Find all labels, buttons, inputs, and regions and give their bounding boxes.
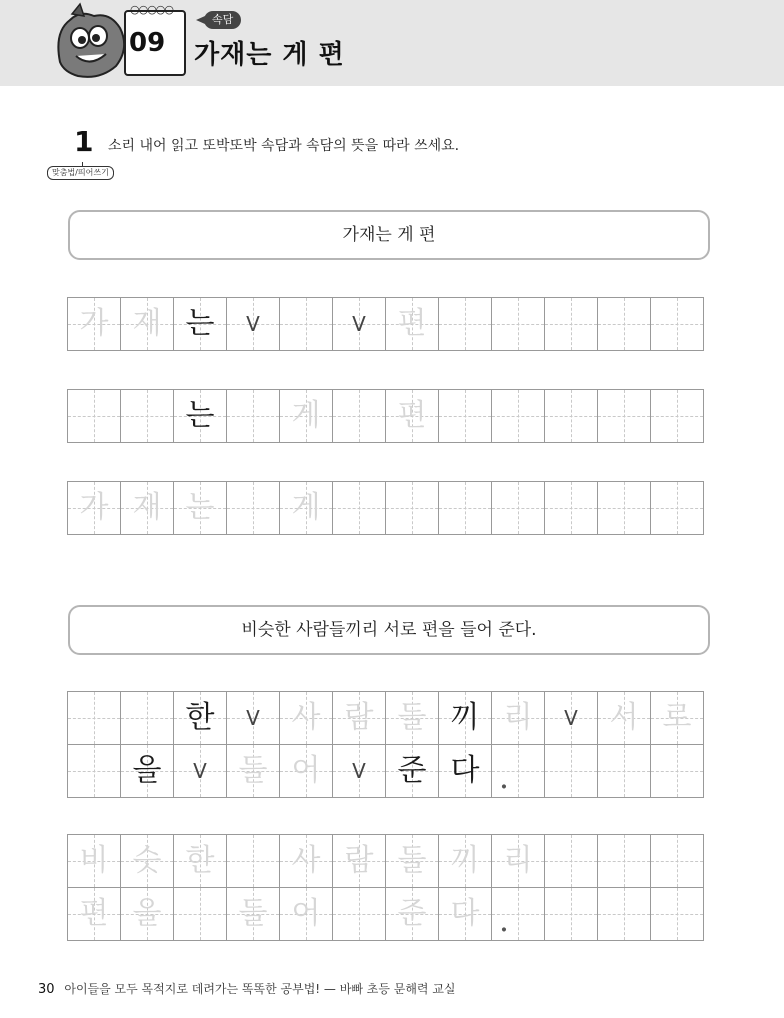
grid-cell[interactable]: [598, 390, 651, 443]
cell-char: 어: [291, 896, 321, 931]
grid-cell[interactable]: [68, 390, 121, 443]
grid-cell[interactable]: [227, 390, 280, 443]
category-tag: 속담: [204, 11, 241, 29]
grid-cell[interactable]: [280, 745, 333, 798]
grid-cell[interactable]: [492, 298, 545, 351]
notepad-rings-icon: ○○○○○: [130, 3, 173, 16]
grid-cell[interactable]: [492, 692, 545, 745]
grid-cell[interactable]: [174, 888, 227, 941]
grid-cell[interactable]: [651, 692, 704, 745]
grid-cell[interactable]: [492, 835, 545, 888]
grid-cell[interactable]: [386, 390, 439, 443]
grid-cell[interactable]: [598, 835, 651, 888]
grid-cell[interactable]: [651, 888, 704, 941]
grid-cell[interactable]: [227, 692, 280, 745]
cell-char: 서: [609, 700, 639, 735]
grid-cell[interactable]: [174, 482, 227, 535]
grid-cell[interactable]: [174, 692, 227, 745]
cell-char: 가: [79, 490, 109, 525]
cell-char: 재: [132, 306, 162, 341]
unit-number: 09: [129, 28, 166, 58]
grid-cell[interactable]: [68, 692, 121, 745]
grid-cell[interactable]: [545, 390, 598, 443]
grid-cell[interactable]: [439, 745, 492, 798]
cell-char: 편: [397, 306, 427, 341]
cell-char: 끼: [450, 700, 480, 735]
grid-cell[interactable]: [439, 298, 492, 351]
writing-grid-5: [67, 834, 704, 941]
grid-cell[interactable]: [227, 482, 280, 535]
grid-cell[interactable]: [227, 745, 280, 798]
writing-grid-4: [67, 691, 704, 798]
cell-char: 다: [450, 896, 480, 931]
question-number: 1: [74, 125, 94, 158]
cell-char: 게: [291, 490, 321, 525]
grid-cell[interactable]: [386, 888, 439, 941]
grid-cell[interactable]: [227, 298, 280, 351]
cell-char: 다: [450, 753, 480, 788]
cell-char: 리: [503, 843, 533, 878]
cell-char: 을: [132, 753, 162, 788]
cell-char: 들: [238, 753, 268, 788]
grid-cell[interactable]: [439, 888, 492, 941]
cell-char: 편: [397, 398, 427, 433]
grid-cell[interactable]: [598, 298, 651, 351]
cell-char: 한: [185, 700, 215, 735]
unit-notepad: [124, 3, 186, 76]
grid-cell[interactable]: [121, 482, 174, 535]
grid-cell[interactable]: [545, 298, 598, 351]
grid-cell[interactable]: [651, 745, 704, 798]
grid-cell[interactable]: [227, 888, 280, 941]
cell-char: .: [498, 758, 510, 796]
grid-cell[interactable]: [333, 745, 386, 798]
grid-cell[interactable]: [492, 888, 545, 941]
space-mark: V: [246, 312, 260, 336]
cell-char: 람: [344, 843, 374, 878]
grid-cell[interactable]: [280, 888, 333, 941]
footer-text: 아이들을 모두 목적지로 데려가는 똑똑한 공부법! — 바빠 초등 문해력 교실: [64, 982, 456, 996]
cell-char: 끼: [450, 843, 480, 878]
grid-cell[interactable]: [280, 390, 333, 443]
grid-cell[interactable]: [333, 692, 386, 745]
grid-cell[interactable]: [68, 482, 121, 535]
grid-cell[interactable]: [121, 390, 174, 443]
grid-cell[interactable]: [68, 298, 121, 351]
grid-cell[interactable]: [545, 835, 598, 888]
grid-cell[interactable]: [386, 745, 439, 798]
grid-cell[interactable]: [333, 835, 386, 888]
grid-cell[interactable]: [174, 745, 227, 798]
grid-cell[interactable]: [386, 482, 439, 535]
mascot-character-icon: [50, 2, 130, 82]
space-mark: V: [352, 312, 366, 336]
cell-char: 을: [132, 896, 162, 931]
grid-cell[interactable]: [651, 390, 704, 443]
grid-cell[interactable]: [439, 835, 492, 888]
cell-char: 어: [291, 753, 321, 788]
grid-cell[interactable]: [174, 298, 227, 351]
question-instruction: 소리 내어 읽고 또박또박 속담과 속담의 뜻을 따라 쓰세요.: [108, 138, 460, 154]
writing-grid-2: [67, 389, 704, 443]
grid-cell[interactable]: [439, 482, 492, 535]
space-mark: V: [352, 759, 366, 783]
grid-cell[interactable]: [386, 692, 439, 745]
writing-grid-1: [67, 297, 704, 351]
grid-cell[interactable]: [439, 390, 492, 443]
grid-cell[interactable]: [545, 888, 598, 941]
cell-char: 는: [185, 490, 215, 525]
grid-cell[interactable]: [68, 888, 121, 941]
space-mark: V: [193, 759, 207, 783]
grid-cell[interactable]: [333, 482, 386, 535]
grid-cell[interactable]: [280, 835, 333, 888]
cell-char: 준: [397, 896, 427, 931]
meaning-box: 비슷한 사람들끼리 서로 편을 들어 준다.: [68, 605, 710, 655]
grid-cell[interactable]: [280, 298, 333, 351]
cell-char: 로: [662, 700, 692, 735]
grid-cell[interactable]: [121, 298, 174, 351]
cell-char: 리: [503, 700, 533, 735]
grid-cell[interactable]: [598, 888, 651, 941]
grid-cell[interactable]: [121, 888, 174, 941]
cell-char: 는: [185, 398, 215, 433]
cell-char: 비: [79, 843, 109, 878]
grid-cell[interactable]: [492, 745, 545, 798]
space-mark: V: [246, 706, 260, 730]
grid-cell[interactable]: [68, 835, 121, 888]
grid-cell[interactable]: [492, 390, 545, 443]
cell-char: .: [498, 901, 510, 939]
grid-cell[interactable]: [121, 745, 174, 798]
cell-char: 게: [291, 398, 321, 433]
grid-cell[interactable]: [386, 835, 439, 888]
grid-cell[interactable]: [174, 390, 227, 443]
page-number: 30: [38, 982, 55, 997]
page-title: 가재는 게 편: [194, 40, 345, 70]
grid-cell[interactable]: [280, 692, 333, 745]
grid-cell[interactable]: [598, 745, 651, 798]
grid-cell[interactable]: [333, 390, 386, 443]
grid-cell[interactable]: [545, 692, 598, 745]
cell-char: 들: [397, 843, 427, 878]
grid-cell[interactable]: [227, 835, 280, 888]
cell-char: 재: [132, 490, 162, 525]
grid-cell[interactable]: [651, 298, 704, 351]
grid-cell[interactable]: [68, 745, 121, 798]
cell-char: 슷: [132, 843, 162, 878]
cell-char: 는: [185, 306, 215, 341]
grid-cell[interactable]: [439, 692, 492, 745]
proverb-box: 가재는 게 편: [68, 210, 710, 260]
grid-cell[interactable]: [174, 835, 227, 888]
cell-char: 편: [79, 896, 109, 931]
grid-cell[interactable]: [651, 482, 704, 535]
grid-cell[interactable]: [386, 298, 439, 351]
grid-cell[interactable]: [545, 482, 598, 535]
cell-char: 가: [79, 306, 109, 341]
grid-cell[interactable]: [492, 482, 545, 535]
cell-char: 사: [291, 843, 321, 878]
cell-char: 사: [291, 700, 321, 735]
writing-grid-3: [67, 481, 704, 535]
skill-tag: 맞춤법/띄어쓰기: [47, 166, 114, 180]
grid-cell[interactable]: [121, 835, 174, 888]
grid-cell[interactable]: [333, 888, 386, 941]
space-mark: V: [564, 706, 578, 730]
cell-char: 한: [185, 843, 215, 878]
grid-cell[interactable]: [333, 298, 386, 351]
footer: [38, 980, 456, 997]
cell-char: 람: [344, 700, 374, 735]
cell-char: 들: [397, 700, 427, 735]
cell-char: 준: [397, 753, 427, 788]
grid-cell[interactable]: [280, 482, 333, 535]
cell-char: 들: [238, 896, 268, 931]
grid-cell[interactable]: [545, 745, 598, 798]
grid-cell[interactable]: [651, 835, 704, 888]
grid-cell[interactable]: [598, 692, 651, 745]
grid-cell[interactable]: [121, 692, 174, 745]
grid-cell[interactable]: [598, 482, 651, 535]
